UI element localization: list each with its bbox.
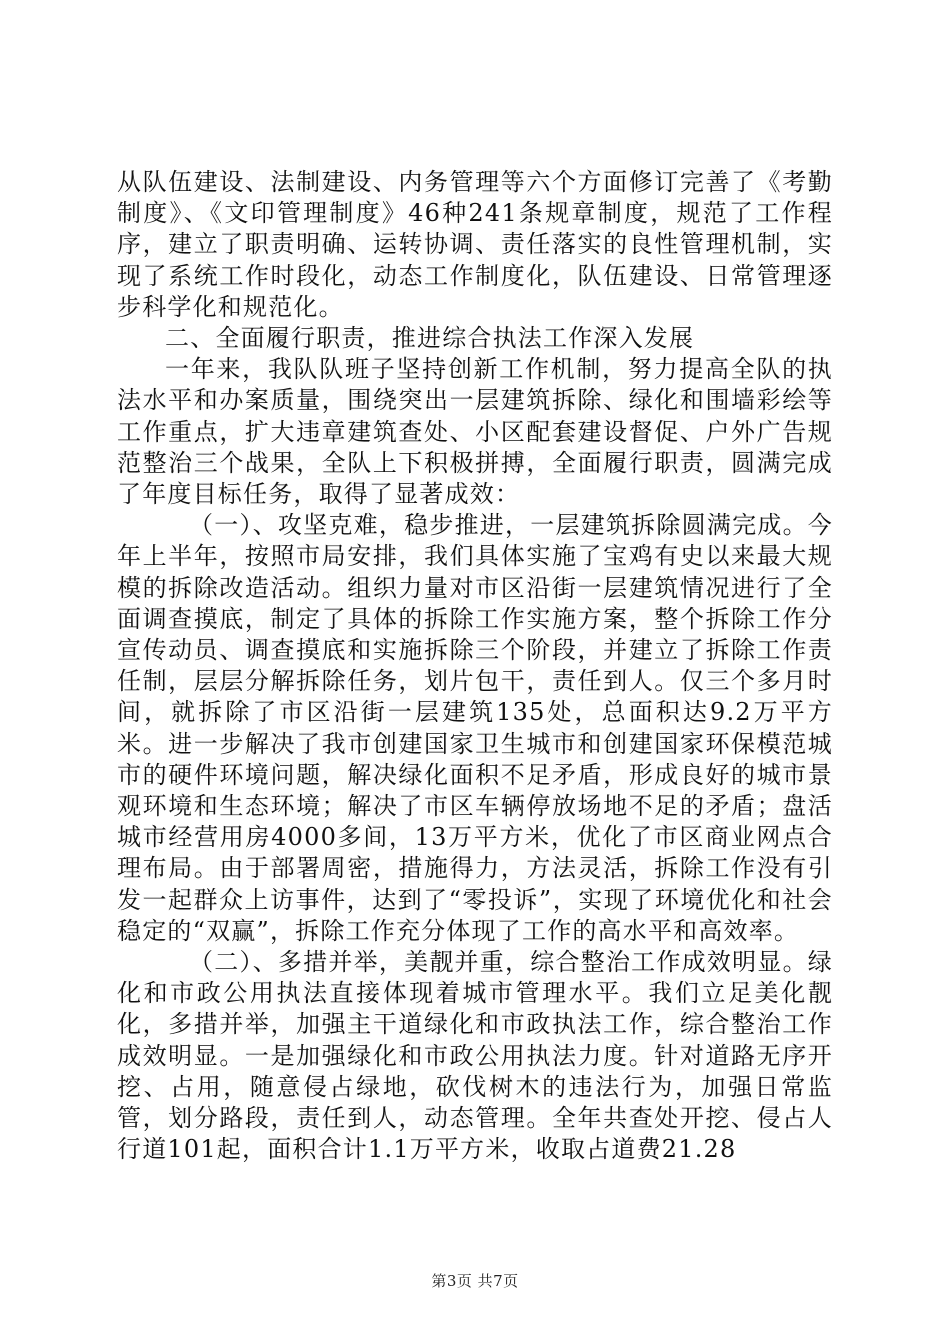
page-footer: 第3页 共7页 <box>431 1272 519 1290</box>
paragraph-overview: 一年来，我队队班子坚持创新工作机制，努力提高全队的执法水平和办案质量，围绕突出一层建筑拆除、绿化和围墙彩绘等工作重点，扩大违章建筑查处、小区配套建设督促、户外广告规范整治三个战果，全队上下积极拼搏，全面履行职责，圆满完成了年度目标任务，取得了显著成效： <box>117 355 833 509</box>
paragraph-continuation: 从队伍建设、法制建设、内务管理等六个方面修订完善了《考勤制度》、《文印管理制度》46种241条规章制度，规范了工作程序，建立了职责明确、运转协调、责任落实的良性管理机制，实现了系统工作时段化，动态工作制度化，队伍建设、日常管理逐步科学化和规范化。 <box>117 168 833 321</box>
section-heading: 二、全面履行职责，推进综合执法工作深入发展 <box>165 324 695 353</box>
body-text <box>117 167 833 1166</box>
paragraph-item-2: （二）、多措并举，美靓并重，综合整治工作成效明显。绿化和市政公用执法直接体现着城市管理水平。我们立足美化靓化，多措并举，加强主干道绿化和市政执法工作，综合整治工作成效明显。一是加强绿化和市政公用执法力度。针对道路无序开挖、占用，随意侵占绿地，砍伐树木的违法行为，加强日常监管，划分路段，责任到人，动态管理。全年共查处开挖、侵占人行道101起，面积合计1.1万平方米，收取占道费21.28 <box>117 948 833 1164</box>
paragraph-item-1: （一）、攻坚克难，稳步推进，一层建筑拆除圆满完成。今年上半年，按照市局安排，我们具体实施了宝鸡有史以来最大规模的拆除改造活动。组织力量对市区沿街一层建筑情况进行了全面调查摸底，制定了具体的拆除工作实施方案，整个拆除工作分宣传动员、调查摸底和实施拆除三个阶段，并建立了拆除工作责任制，层层分解拆除任务，划片包干，责任到人。仅三个多月时间，就拆除了市区沿街一层建筑135处，总面积达9.2万平方米。进一步解决了我市创建国家卫生城市和创建国家环保模范城市的硬件环境问题，解决绿化面积不足矛盾，形成良好的城市景观环境和生态环境；解决了市区车辆停放场地不足的矛盾；盘活城市经营用房4000多间，13万平方米，优化了市区商业网点合理布局。由于部署周密，措施得力，方法灵活，拆除工作没有引发一起群众上访事件，达到了“零投诉”，实现了环境优化和社会稳定的“双赢”，拆除工作充分体现了工作的高水平和高效率。 <box>117 511 833 945</box>
